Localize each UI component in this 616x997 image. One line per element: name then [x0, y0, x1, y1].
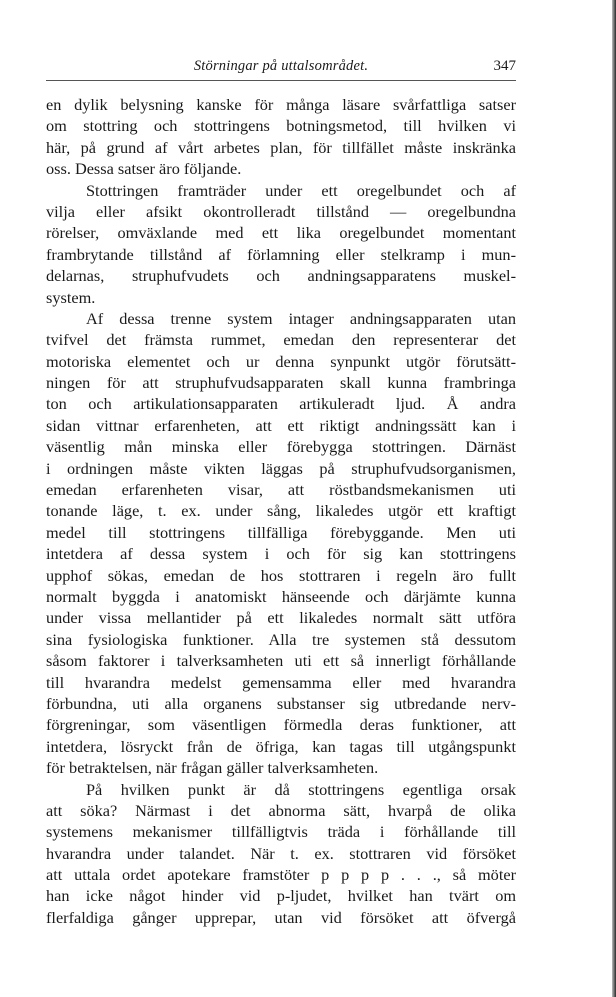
text-line: Af dessa trenne system intager andningsapparaten utan: [86, 308, 516, 328]
text-line: intetdera, lösryckt från de öfriga, kan tagas till utgångspunkt: [46, 736, 516, 756]
text-line: motoriska elementet och ur denna synpunkt utgör förutsätt-: [46, 351, 516, 371]
running-title: Störningar på uttalsområdet.: [193, 58, 369, 74]
text-line: system.: [46, 287, 96, 307]
text-line: här, på grund af vårt arbetes plan, för tillfället måste inskränka: [46, 137, 516, 157]
text-line: rörelser, omväxlande med ett lika oregelbundet momentant: [46, 223, 516, 243]
text-line: en dylik belysning kanske för många läsare svårfattliga satser: [46, 95, 516, 114]
text-line: tonande läge, t. ex. under sång, likaledes utgör ett kraftigt: [46, 501, 516, 521]
header-rule: [46, 80, 516, 81]
text-line: för betraktelsen, när frågan gäller talverksamheten.: [46, 758, 379, 778]
text-line: emedan erfarenheten visar, att röstbandsmekanismen uti: [46, 480, 516, 500]
text-line: sidan vittnar erfarenheten, att ett riktigt andningssätt kan i: [46, 415, 516, 435]
text-line: ningen för att struphufvudsapparaten skall kunna frambringa: [46, 373, 516, 393]
page-edge-shadow: [612, 0, 616, 997]
text-line: medel till stottringens tillfälliga förebyggande. Men uti: [46, 522, 516, 542]
text-line: under vissa mellantider på ett likaledes normalt sätt utföra: [46, 608, 516, 628]
text-line: till hvarandra medelst gemensamma eller med hvarandra: [46, 672, 516, 692]
text-line: normalt byggda i anatomiskt hänseende och därjämte kunna: [46, 586, 516, 606]
text-line: sina fysiologiska funktioner. Alla tre systemen stå dessutom: [46, 629, 516, 649]
text-line: att uttala ordet apotekare framstöter p p p p . . ., så möter: [46, 865, 516, 885]
text-line: förgreningar, som väsentligen förmedla deras funktioner, att: [46, 715, 516, 735]
text-line: att söka? Närmast i det abnorma sätt, hvarpå de olika: [46, 800, 516, 820]
text-line: ton och artikulationsapparaten artikuleradt ljud. Å andra: [46, 394, 516, 414]
text-line: han icke något hinder vid p-ljudet, hvilket han tvärt om: [46, 886, 516, 906]
text-line: om stottring och stottringens botningsmetod, till hvilken vi: [46, 116, 516, 136]
body-text: [46, 94, 516, 928]
page-number: 347: [493, 58, 516, 74]
text-line: intetdera af dessa system i och för sig kan stottringens: [46, 544, 516, 564]
running-head: [46, 58, 516, 80]
text-line: förbundna, uti alla organens substanser sig utbredande nerv-: [46, 693, 516, 713]
text-line: delarnas, struphufvudets och andningsapparatens muskel-: [46, 266, 516, 286]
text-line: hvarandra under talandet. När t. ex. stottraren vid försöket: [46, 843, 516, 863]
text-line: såsom faktorer i talverksamheten uti ett så innerligt förhållande: [46, 651, 516, 671]
text-line: i ordningen måste vikten läggas på struphufvudsorganismen,: [46, 458, 516, 478]
text-line: väsentlig mån minska eller förebygga stottringen. Därnäst: [46, 437, 516, 457]
text-line: Stottringen framträder under ett oregelbundet och af: [86, 180, 516, 200]
text-line: oss. Dessa satser äro följande.: [46, 159, 242, 179]
text-line: systemens mekanismer tillfälligtvis träda i förhållande till: [46, 822, 516, 842]
text-line: vilja eller afsikt okontrolleradt tillstånd — oregelbundna: [46, 201, 516, 221]
text-line: tvifvel det främsta rummet, emedan den representerar det: [46, 330, 516, 350]
text-line: frambrytande tillstånd af förlamning eller stelkramp i mun-: [46, 244, 516, 264]
text-line: flerfaldiga gånger upprepar, utan vid försöket att öfvergå: [46, 907, 516, 927]
text-line: upphof sökas, emedan de hos stottraren i regeln äro fullt: [46, 565, 516, 585]
text-line: På hvilken punkt är då stottringens egentliga orsak: [86, 779, 516, 799]
